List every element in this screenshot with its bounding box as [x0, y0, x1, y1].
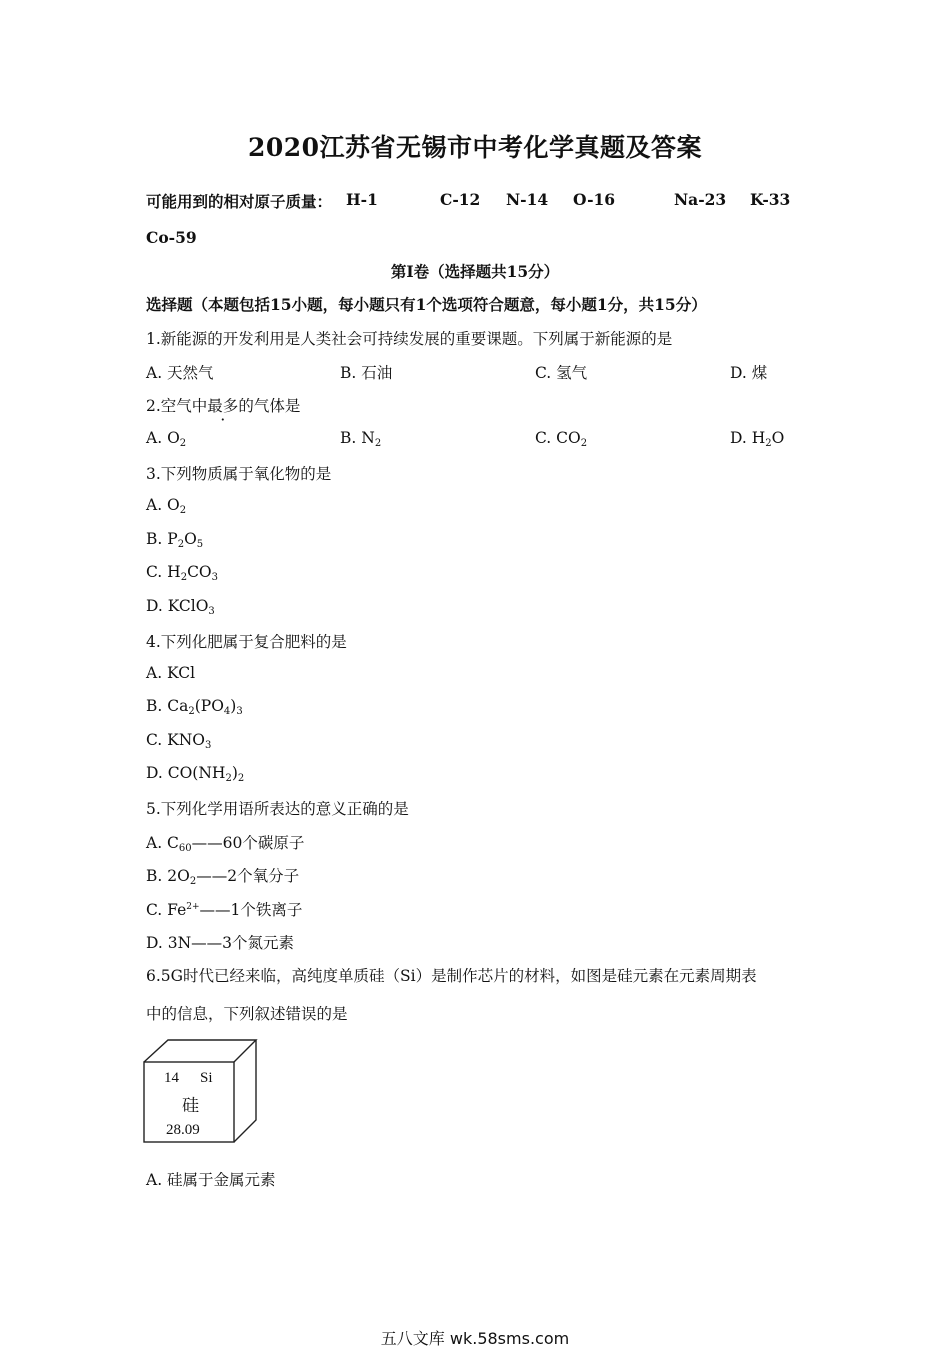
q5-option-c: C. $Fe^{2+}——1$个铁离子 — [146, 901, 303, 919]
element-name: 硅 — [182, 1096, 199, 1116]
cube-side-face — [234, 1040, 256, 1142]
q1-option-b: B. 石油 — [340, 364, 393, 382]
atomic-mass-o: O-16 — [573, 190, 616, 209]
q6-option-a: A. 硅属于金属元素 — [146, 1171, 276, 1189]
q4-stem: 4.下列化肥属于复合肥料的是 — [146, 633, 347, 651]
q5-option-a: A. $C_{60}——60$个碳原子 — [146, 834, 305, 854]
q6-stem-line2: 中的信息，下列叙述错误的是 — [146, 1005, 348, 1023]
q1-option-d: D. 煤 — [730, 364, 768, 382]
atomic-mass-n: N-14 — [506, 190, 549, 209]
page-title: 2020江苏省无锡市中考化学真题及答案 — [247, 133, 703, 162]
q2-option-c: C. $CO_2$ — [535, 429, 588, 449]
q4-option-d: D. $CO(NH_2)_2$ — [146, 764, 245, 784]
q4-option-a: A. KCl — [146, 664, 196, 682]
section-heading: 第Ⅰ卷（选择题共15分） — [390, 262, 560, 281]
q3-option-a: A. $O_2$ — [146, 496, 187, 516]
q2-option-d: D. $H_2O$ — [730, 429, 785, 449]
atomic-mass-h: H-1 — [346, 190, 378, 209]
q3-option-b: B. $P_2O_5$ — [146, 530, 204, 550]
cube-top-face — [144, 1040, 256, 1062]
q4-option-b: B. $Ca_2(PO_4)_3$ — [146, 697, 243, 717]
silicon-element-cube — [142, 1038, 262, 1148]
q2-option-b: B. $N_2$ — [340, 429, 382, 449]
q5-option-d: D. 3N——3个氮元素 — [146, 934, 295, 952]
q6-stem-line1: 6.5G时代已经来临，高纯度单质硅（Si）是制作芯片的材料，如图是硅元素在元素周期表 — [146, 967, 757, 985]
atomic-mass-co: Co-59 — [146, 228, 197, 247]
q3-stem: 3.下列物质属于氧化物的是 — [146, 465, 332, 483]
element-mass: 28.09 — [166, 1122, 200, 1138]
q1-option-c: C. 氢气 — [535, 364, 588, 382]
atomic-mass-label: 可能用到的相对原子质量： — [146, 192, 333, 211]
atomic-mass-na: Na-23 — [674, 190, 727, 209]
atomic-mass-c: C-12 — [440, 190, 481, 209]
q2-option-a: A. $O_2$ — [146, 429, 187, 449]
q4-option-c: C. $KNO_3$ — [146, 731, 212, 751]
q2-emphasis: 最多 — [207, 397, 239, 415]
element-number: 14 — [164, 1070, 179, 1086]
q3-option-d: D. KClO$_3$ — [146, 597, 215, 617]
atomic-mass-k: K-33 — [750, 190, 791, 209]
footer-watermark: 五八文库 wk.58sms.com — [380, 1329, 570, 1348]
q5-stem: 5.下列化学用语所表达的意义正确的是 — [146, 800, 409, 818]
q1-stem: 1.新能源的开发利用是人类社会可持续发展的重要课题。下列属于新能源的是 — [146, 330, 673, 348]
q1-option-a: A. 天然气 — [146, 364, 214, 382]
q5-option-b: B. $2O_2——2$个氧分子 — [146, 867, 300, 887]
element-symbol: Si — [200, 1070, 213, 1086]
q2-stem: 2.空气中最多的气体是 — [146, 394, 300, 416]
q3-option-c: C. $H_2CO_3$ — [146, 563, 219, 583]
section-instructions: 选择题（本题包括15小题，每小题只有1个选项符合题意，每小题1分，共15分） — [146, 295, 707, 314]
